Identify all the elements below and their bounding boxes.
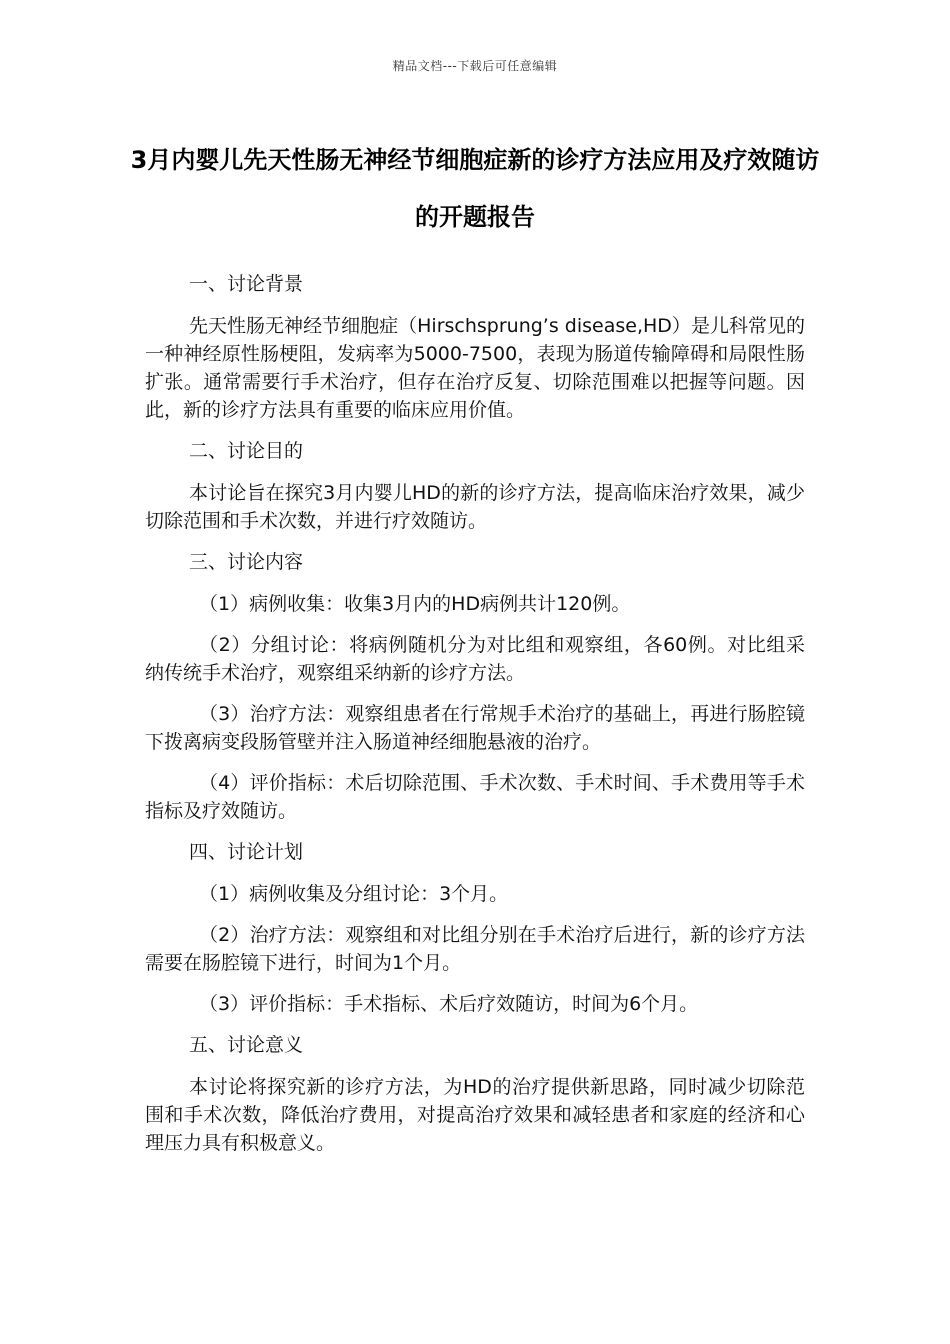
section-heading-purpose: 二、讨论目的: [189, 440, 304, 462]
content-item-1: （1）病例收集：收集3月内的HD病例共计120例。: [199, 593, 631, 615]
section-heading-plan: 四、讨论计划: [189, 841, 304, 863]
document-title: 3月内婴儿先天性肠无神经节细胞症新的诊疗方法应用及疗效随访的开题报告: [130, 146, 820, 231]
content-item-4: （4）评价指标：术后切除范围、手术次数、手术时间、手术费用等手术指标及疗效随访。: [145, 772, 805, 822]
page-header-note: 精品文档---下载后可任意编辑: [392, 59, 558, 73]
content-item-3: （3）治疗方法：观察组患者在行常规手术治疗的基础上，再进行肠腔镜下拨离病变段肠管壁并注入肠道神经细胞悬液的治疗。: [145, 703, 805, 753]
purpose-paragraph: 本讨论旨在探究3月内婴儿HD的新的诊疗方法，提高临床治疗效果，减少切除范围和手术次数，并进行疗效随访。: [145, 482, 805, 532]
plan-item-3: （3）评价指标：手术指标、术后疗效随访，时间为6个月。: [199, 993, 699, 1015]
significance-paragraph: 本讨论将探究新的诊疗方法，为HD的治疗提供新思路，同时减少切除范围和手术次数，降低治疗费用，对提高治疗效果和减轻患者和家庭的经济和心理压力具有积极意义。: [145, 1076, 805, 1154]
section-heading-significance: 五、讨论意义: [189, 1034, 304, 1056]
background-paragraph: 先天性肠无神经节细胞症（Hirschsprung’s disease,HD）是儿科常见的一种神经原性肠梗阻，发病率为5000-7500，表现为肠道传输障碍和局限性肠扩张。通常需要行手术治疗，但存在治疗反复、切除范围难以把握等问题。因此，新的诊疗方法具有重要的临床应用价值。: [145, 315, 805, 421]
section-heading-background: 一、讨论背景: [189, 273, 304, 295]
document-body: [145, 270, 805, 1170]
plan-item-1: （1）病例收集及分组讨论：3个月。: [199, 883, 509, 905]
section-heading-content: 三、讨论内容: [189, 551, 304, 573]
content-item-2: （2）分组讨论：将病例随机分为对比组和观察组，各60例。对比组采纳传统手术治疗，观察组采纳新的诊疗方法。: [145, 634, 805, 684]
plan-item-2: （2）治疗方法：观察组和对比组分别在手术治疗后进行，新的诊疗方法需要在肠腔镜下进行，时间为1个月。: [145, 924, 805, 974]
